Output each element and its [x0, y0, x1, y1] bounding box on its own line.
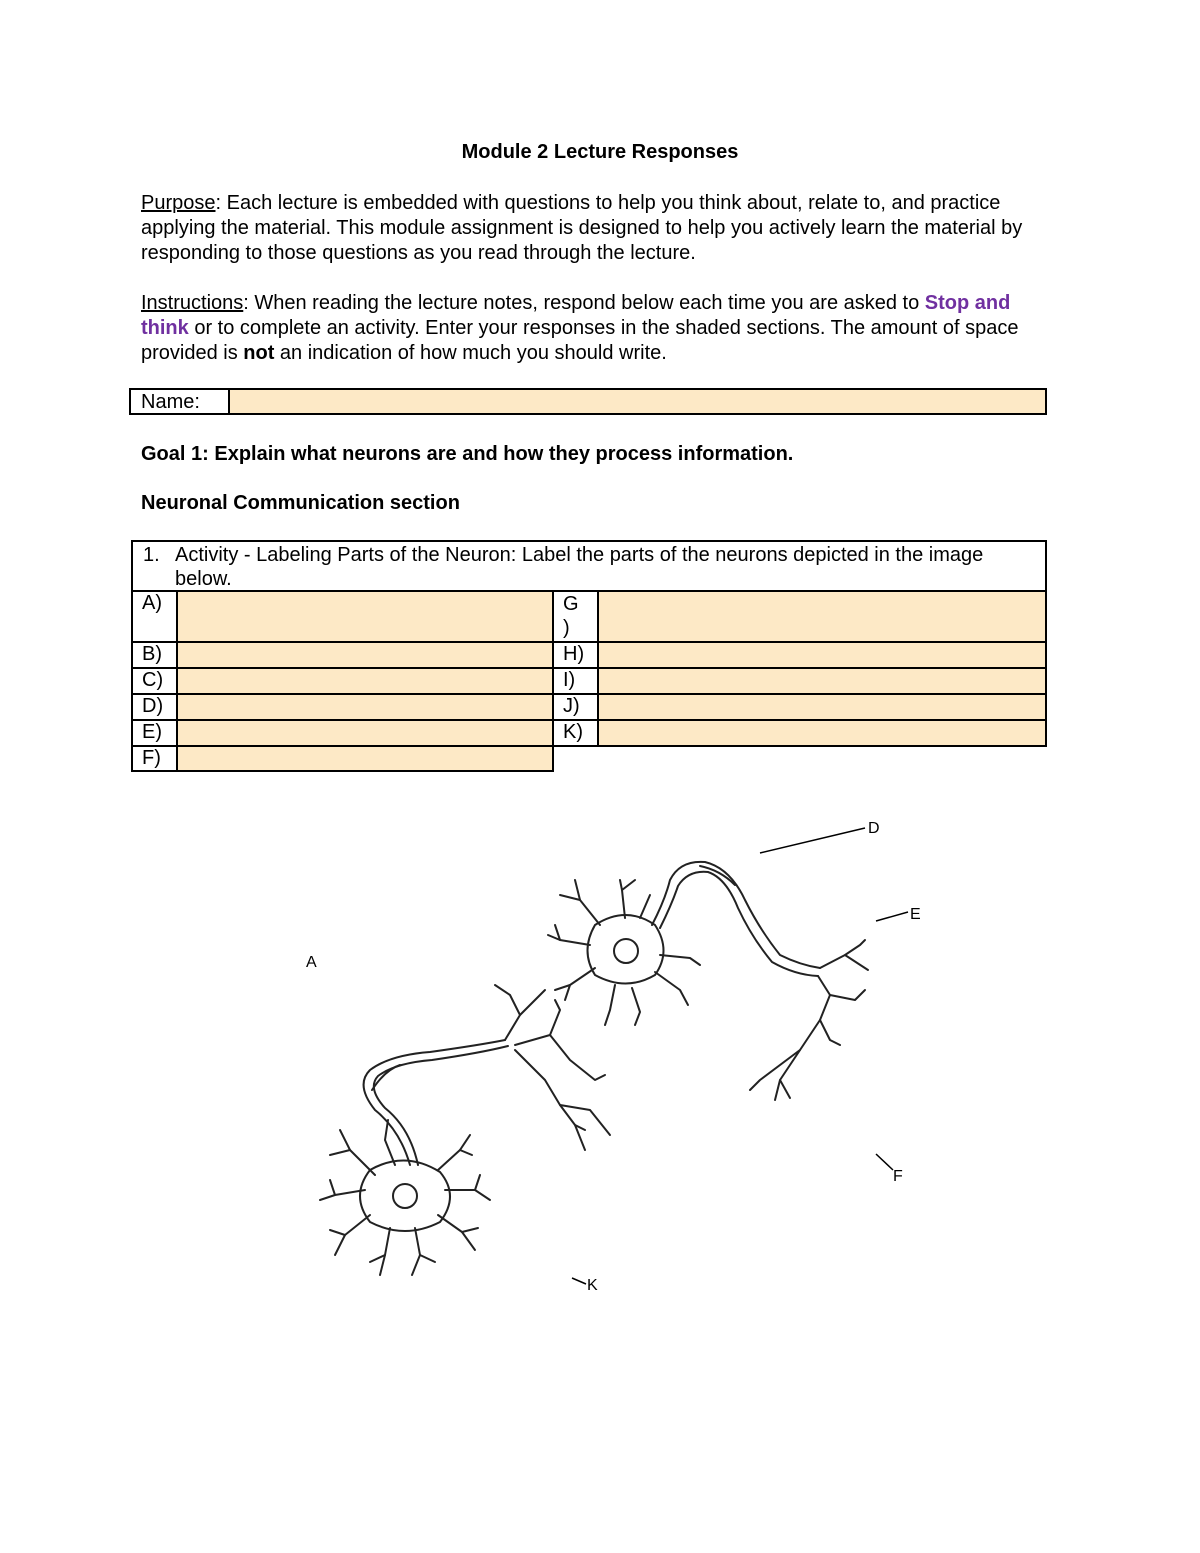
label-letter-c: C) [131, 667, 178, 695]
answer-field-a[interactable] [176, 590, 554, 643]
answer-field-j[interactable] [597, 693, 1047, 721]
upper-neuron-axon [652, 862, 820, 976]
instructions-label: Instructions [141, 292, 244, 314]
name-label: Name: [131, 390, 230, 413]
pointer-line-d [760, 828, 865, 853]
name-field[interactable] [230, 390, 1045, 413]
purpose-label: Purpose [141, 192, 216, 214]
activity-number: 1. [143, 544, 160, 566]
activity-header [131, 540, 1047, 592]
lower-neuron-axon-terminals [495, 985, 610, 1150]
instructions-text-middle: or to complete an activity. Enter your responses in the shaded sections. The amount of space provided is [141, 317, 1019, 364]
instructions-text-after: an indication of how much you should write. [274, 342, 667, 364]
label-letter-h: H) [552, 641, 599, 669]
label-letter-j: J) [552, 693, 599, 721]
answer-field-g[interactable] [597, 590, 1047, 643]
instructions-text-before: : When reading the lecture notes, respond below each time you are asked to [243, 292, 925, 314]
stop-and-think-highlight: Stop and think [141, 292, 1011, 339]
diagram-label-e: E [910, 906, 921, 923]
pointer-line-f [876, 1154, 893, 1170]
goal-heading: Goal 1: Explain what neurons are and how they process information. [141, 443, 794, 465]
answer-field-i[interactable] [597, 667, 1047, 695]
answer-field-f[interactable] [176, 745, 554, 772]
pointer-line-k [572, 1278, 586, 1284]
label-letter-e: E) [131, 719, 178, 747]
upper-neuron-axon-terminals [750, 940, 868, 1100]
diagram-pointer-lines [572, 828, 908, 1284]
label-letter-i: I) [552, 667, 599, 695]
label-letter-d: D) [131, 693, 178, 721]
page-title: Module 2 Lecture Responses [461, 141, 739, 163]
diagram-label-f: F [893, 1168, 903, 1185]
answer-field-d[interactable] [176, 693, 554, 721]
answer-field-c[interactable] [176, 667, 554, 695]
answer-field-h[interactable] [597, 641, 1047, 669]
upper-neuron-dendrites [548, 880, 700, 1025]
label-letter-b: B) [131, 641, 178, 669]
upper-neuron-soma [588, 915, 664, 984]
diagram-label-a: A [306, 954, 317, 971]
purpose-text: : Each lecture is embedded with questions to help you think about, relate to, and practice applying the material. This module assignment is designed to help you actively learn the material by responding to those questions as you read through the lecture. [141, 192, 1023, 264]
answer-field-e[interactable] [176, 719, 554, 747]
name-row [129, 388, 1047, 415]
lower-neuron-dendrites [320, 1120, 490, 1275]
purpose-paragraph [141, 191, 1056, 266]
lower-neuron-soma [360, 1160, 450, 1231]
diagram-label-d: D [868, 820, 880, 837]
pointer-line-e [876, 912, 908, 921]
instructions-paragraph [141, 291, 1056, 366]
answer-field-k[interactable] [597, 719, 1047, 747]
label-letter-a: A) [131, 590, 178, 643]
lower-neuron-axon [364, 1040, 508, 1165]
activity-text: Activity - Labeling Parts of the Neuron: Label the parts of the neurons depicted in the image below. [175, 544, 984, 590]
not-emphasis: not [243, 342, 275, 364]
label-letter-g: G ) [552, 590, 599, 643]
section-heading: Neuronal Communication section [141, 492, 460, 514]
diagram-label-k: K [587, 1277, 598, 1294]
label-letter-k: K) [552, 719, 599, 747]
answer-field-b[interactable] [176, 641, 554, 669]
label-letter-f: F) [131, 745, 178, 772]
